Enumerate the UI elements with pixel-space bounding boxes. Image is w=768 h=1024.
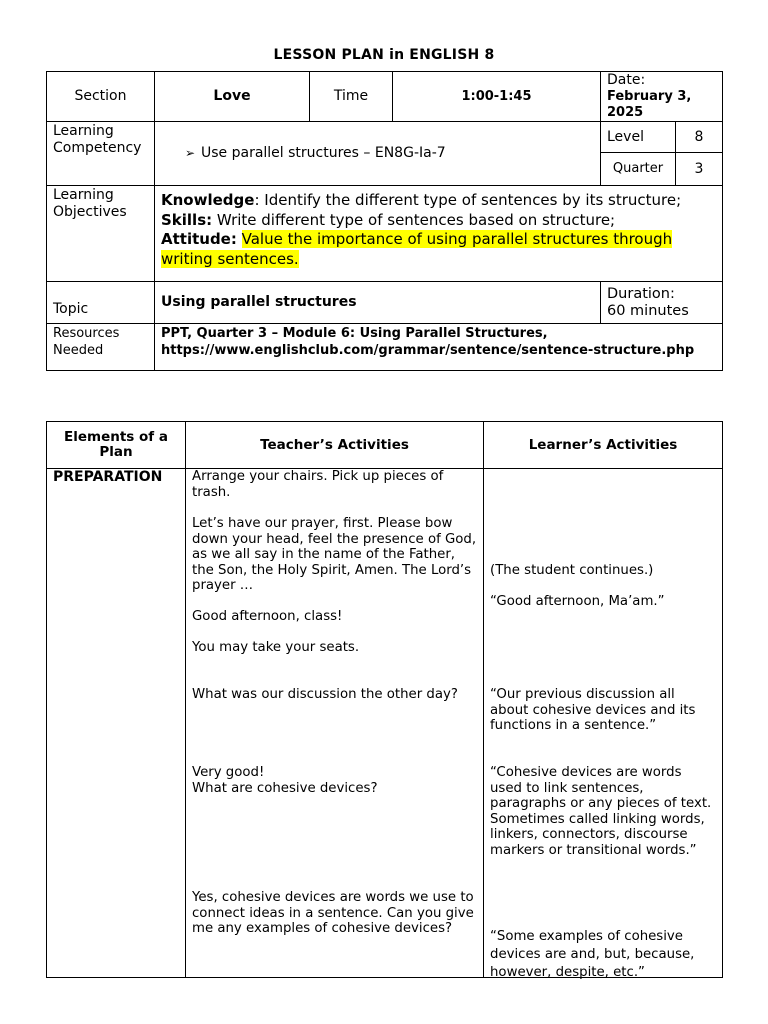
duration-value: 60 minutes [607,302,689,319]
document-title: LESSON PLAN in ENGLISH 8 [273,47,495,63]
quarter-label: Quarter [601,153,676,186]
competency-value: Use parallel structures – EN8G-Ia-7 [201,145,446,161]
learner-activity: “Our previous discussion all about cohesive devices and its functions in a sentence.” [490,687,696,733]
resources-label: Resources Needed [47,324,155,371]
column-header-elements: Elements of a Plan [47,422,186,469]
teacher-activity: Yes, cohesive devices are words we use to connect ideas in a sentence. Can you give me any examples of cohesive devices? [192,890,474,936]
section-label: Section [47,72,155,122]
teacher-activity: You may take your seats. [192,640,360,655]
element-cell [47,469,186,978]
competency-label: Learning Competency [47,122,155,186]
objectives-cell [155,186,723,282]
objectives-label: Learning Objectives [47,186,155,282]
knowledge-line: Knowledge: Identify the different type of sentences by its structure; [161,191,682,209]
activities-table [46,421,723,978]
column-header-learner: Learner’s Activities [484,422,723,469]
resources-value: PPT, Quarter 3 – Module 6: Using Parallel Structures, https://www.englishclub.com/grammar/sentence/sentence-structure.php [155,324,723,371]
date-label: Date: [607,72,646,88]
lesson-header-table [46,71,723,371]
teacher-activity: Good afternoon, class! [192,609,343,624]
duration-cell [601,282,723,324]
quarter-value: 3 [676,153,723,186]
element-preparation: PREPARATION [53,469,163,485]
learner-activities-cell [484,469,723,978]
learner-activity: “Cohesive devices are words used to link sentences, paragraphs or any pieces of text. Sometimes called linking words, linkers, connectors, discourse markers or transitional words.” [490,765,712,858]
skills-text: Write different type of sentences based on structure; [212,210,616,229]
skills-label: Skills: [161,210,213,229]
knowledge-text: Identify the different type of sentences by its structure; [259,191,682,209]
learner-activity: (The student continues.) [490,563,654,578]
topic-value: Using parallel structures [155,282,601,324]
teacher-activity: What was our discussion the other day? [192,687,458,702]
learner-activity: “Good afternoon, Ma’am.” [490,594,665,609]
time-value: 1:00-1:45 [393,72,601,122]
topic-label: Topic [47,282,155,324]
attitude-label: Attitude: [161,230,237,248]
teacher-activity: Arrange your chairs. Pick up pieces of trash. [192,469,444,500]
teacher-activity: Very good! What are cohesive devices? [192,765,378,796]
learner-activity: “Some examples of cohesive devices are and, but, because, however, despite, etc.” [490,929,695,980]
section-value: Love [155,72,310,122]
level-value: 8 [676,122,723,153]
level-label: Level [601,122,676,153]
attitude-text: Value the importance of using parallel structures through writing sentences. [161,230,673,268]
teacher-activity: Let’s have our prayer, first. Please bow down your head, feel the presence of God, as we all say in the name of the Father, the Son, the Holy Spirit, Amen. The Lord’s prayer … [192,516,477,593]
duration-label: Duration: [607,285,675,302]
attitude-line [161,230,716,269]
teacher-activities-cell [186,469,484,978]
competency-value-cell [155,122,601,186]
date-cell [601,72,723,122]
date-value: February 3, 2025 [607,89,692,120]
skills-line [161,211,716,231]
time-label: Time [310,72,393,122]
knowledge-label: Knowledge [161,191,255,209]
arrow-bullet-icon: ➢ [185,146,196,160]
column-header-teacher: Teacher’s Activities [186,422,484,469]
